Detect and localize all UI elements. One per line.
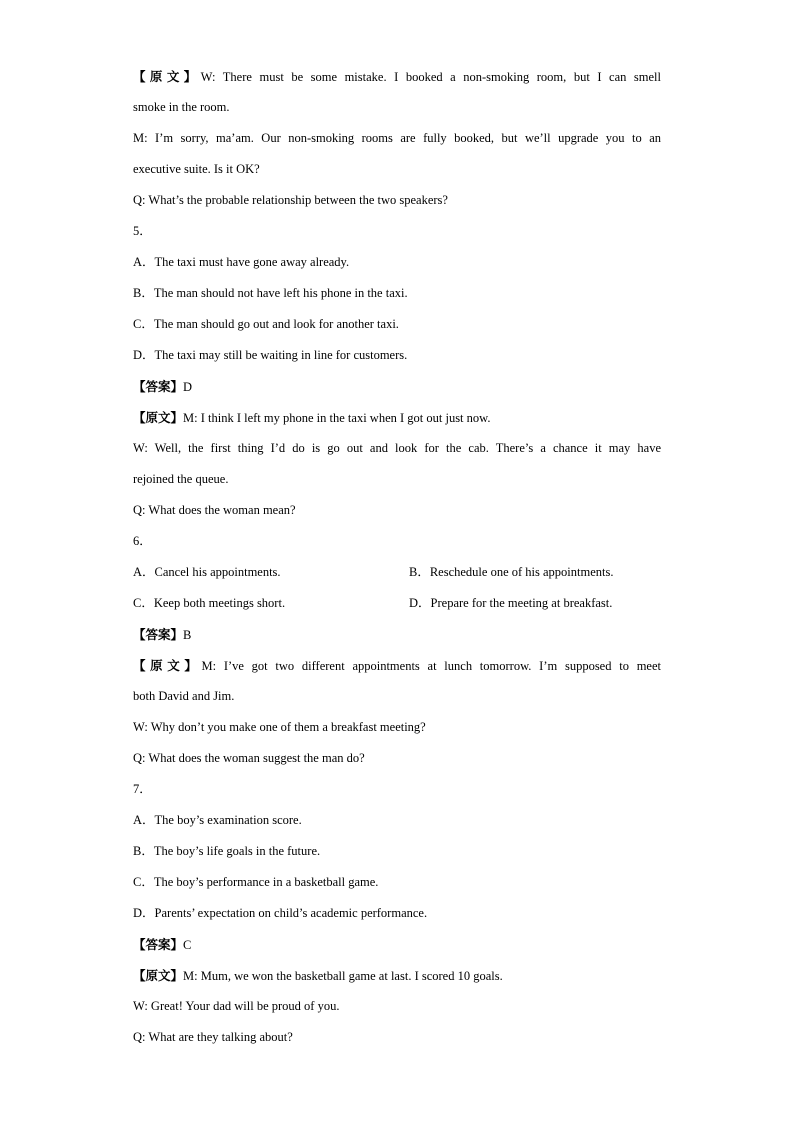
q7-option-d: D．Parents’ expectation on child’s academic performance. [133,906,428,920]
q7-question: Q: What are they talking about? [133,1030,293,1044]
script-tag: 【原文】 [133,658,202,673]
q5-answer [133,371,661,402]
q4-script-line-4: executive suite. Is it OK? [133,162,260,176]
script-text: W: There must be some mistake. I booked a non-smoking room, but I can smell [200,70,661,84]
q7-number: 7． [133,782,152,796]
q6-options-row-1 [133,557,661,588]
script-tag: 【原文】 [133,968,184,983]
q7-option-c: C．The boy’s performance in a basketball game. [133,875,379,889]
q5-script-line-3: rejoined the queue. [133,472,229,486]
q7-script-line-1 [133,960,661,991]
script-text: M: I’ve got two different appointments at lunch tomorrow. I’m supposed to meet [201,659,661,673]
q6-option-d: D．Prepare for the meeting at breakfast. [409,596,613,610]
q4-script-line-1 [133,61,661,92]
q6-option-a: A．Cancel his appointments. [133,565,281,579]
script-text: M: Mum, we won the basketball game at last. I scored 10 goals. [183,969,503,983]
q5-option-b: B．The man should not have left his phone in the taxi. [133,286,408,300]
q6-option-b: B．Reschedule one of his appointments. [409,565,614,579]
q6-script-line-1 [133,650,661,681]
q7-answer [133,929,661,960]
q6-question: Q: What does the woman suggest the man do? [133,751,365,765]
q4-question: Q: What’s the probable relationship between the two speakers? [133,193,448,207]
q7-option-b: B．The boy’s life goals in the future. [133,844,321,858]
script-tag: 【原文】 [133,69,201,84]
q5-option-d: D．The taxi may still be waiting in line for customers. [133,348,408,362]
q4-script-line-3: M: I’m sorry, ma’am. Our non-smoking rooms are fully booked, but we’ll upgrade you to an [133,131,661,145]
q4-script-line-2: smoke in the room. [133,100,230,114]
q5-option-a: A．The taxi must have gone away already. [133,255,350,269]
q6-script-line-2: both David and Jim. [133,689,235,703]
answer-value: D [183,380,193,394]
answer-tag: 【答案】 [133,937,184,952]
q6-answer [133,619,661,650]
answer-value: C [183,938,192,952]
q5-number: 5． [133,224,152,238]
document-page [133,61,661,1053]
q6-script-line-3: W: Why don’t you make one of them a breakfast meeting? [133,720,426,734]
answer-tag: 【答案】 [133,627,184,642]
answer-tag: 【答案】 [133,379,184,394]
q6-number: 6． [133,534,152,548]
q5-question: Q: What does the woman mean? [133,503,296,517]
q5-option-c: C．The man should go out and look for another taxi. [133,317,399,331]
q5-script-line-2: W: Well, the first thing I’d do is go out and look for the cab. There’s a chance it may have [133,441,661,455]
q6-option-c: C．Keep both meetings short. [133,596,286,610]
q7-script-line-2: W: Great! Your dad will be proud of you. [133,999,340,1013]
script-tag: 【原文】 [133,410,184,425]
q5-script-line-1 [133,402,661,433]
script-text: M: I think I left my phone in the taxi when I got out just now. [183,411,491,425]
q7-option-a: A．The boy’s examination score. [133,813,302,827]
answer-value: B [183,628,192,642]
q6-options-row-2 [133,588,661,619]
